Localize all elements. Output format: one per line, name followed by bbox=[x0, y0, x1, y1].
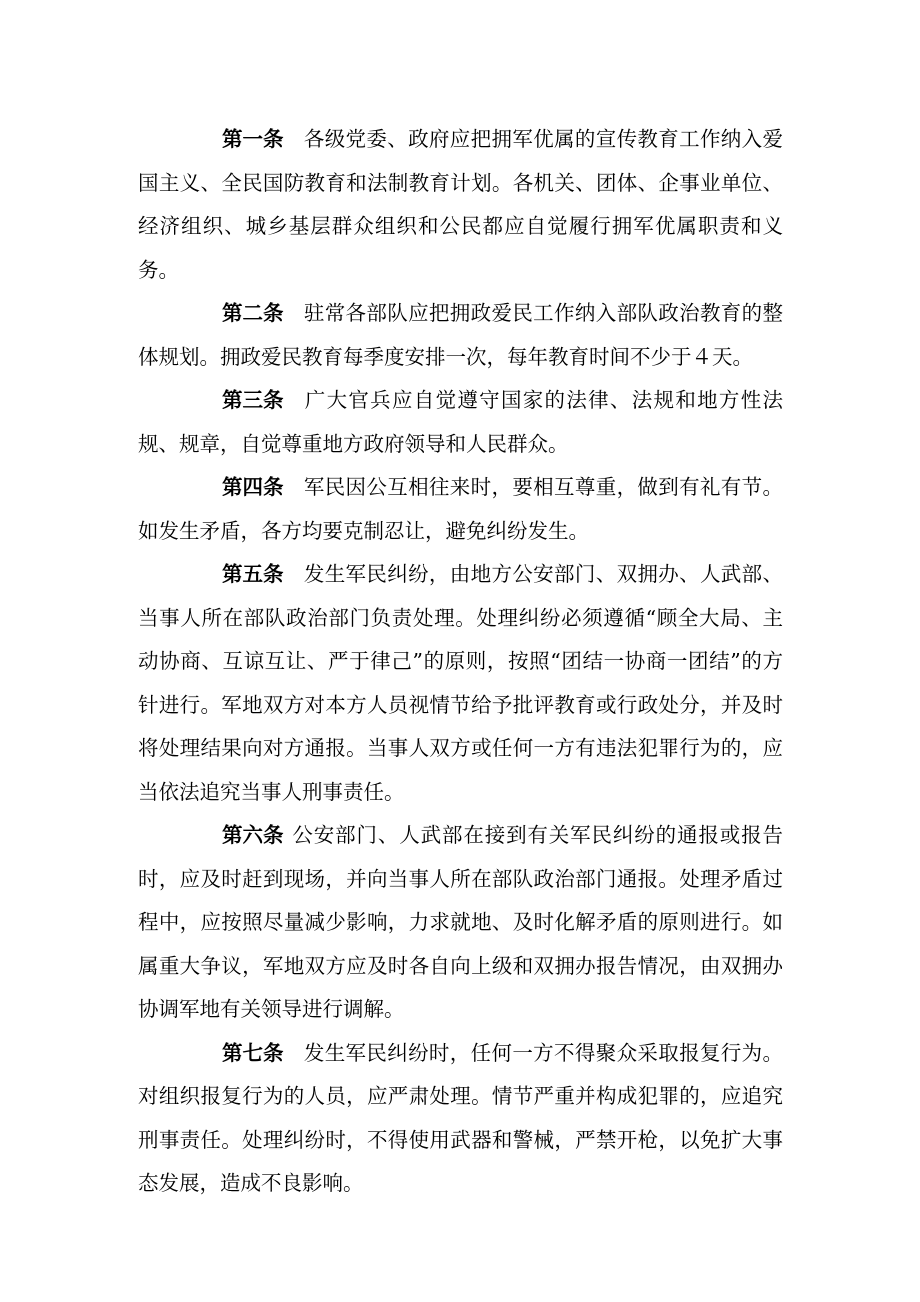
article-title: 第一条 bbox=[222, 127, 284, 151]
article-1 bbox=[138, 118, 783, 292]
article-title: 第三条 bbox=[222, 388, 284, 412]
article-6 bbox=[138, 814, 783, 1032]
article-title: 第二条 bbox=[222, 301, 284, 325]
article-body: 各级党委、政府应把拥军优属的宣传教育工作纳入爱国主义、全民国防教育和法制教育计划。各机关、团体、企事业单位、经济组织、城乡基层群众组织和公民都应自觉履行拥军优属职责和义务。 bbox=[138, 127, 783, 282]
article-body: 军民因公互相往来时，要相互尊重，做到有礼有节。如发生矛盾，各方均要克制忍让，避免纠纷发生。 bbox=[138, 475, 783, 543]
article-2 bbox=[138, 292, 783, 379]
article-4 bbox=[138, 466, 783, 553]
article-7 bbox=[138, 1032, 783, 1206]
article-title: 第七条 bbox=[222, 1040, 284, 1065]
article-5 bbox=[138, 553, 783, 814]
article-body: 发生军民纠纷时，任何一方不得聚众采取报复行为。对组织报复行为的人员，应严肃处理。情节严重并构成犯罪的，应追究刑事责任。处理纠纷时，不得使用武器和警械，严禁开枪，以免扩大事态发展，造成不良影响。 bbox=[138, 1040, 783, 1195]
article-body: 发生军民纠纷，由地方公安部门、双拥办、人武部、当事人所在部队政治部门负责处理。处理纠纷必须遵循“顾全大局、主动协商、互谅互让、严于律己”的原则，按照“团结一协商一团结”的方针进行。军地双方对本方人员视情节给予批评教育或行政处分，并及时将处理结果向对方通报。当事人双方或任何一方有违法犯罪行为的，应当依法追究当事人刑事责任。 bbox=[138, 562, 783, 804]
article-title: 第四条 bbox=[222, 475, 284, 499]
article-title: 第五条 bbox=[222, 562, 284, 586]
article-body: 公安部门、人武部在接到有关军民纠纷的通报或报告时，应及时赶到现场，并向当事人所在部队政治部门通报。处理矛盾过程中，应按照尽量减少影响，力求就地、及时化解矛盾的原则进行。如属重大争议，军地双方应及时各自向上级和双拥办报告情况，由双拥办协调军地有关领导进行调解。 bbox=[138, 823, 783, 1021]
article-body: 广大官兵应自觉遵守国家的法律、法规和地方性法规、规章，自觉尊重地方政府领导和人民群众。 bbox=[138, 388, 783, 456]
article-3 bbox=[138, 379, 783, 466]
document-content bbox=[138, 118, 783, 1206]
article-body: 驻常各部队应把拥政爱民工作纳入部队政治教育的整体规划。拥政爱民教育每季度安排一次，每年教育时间不少于４天。 bbox=[138, 301, 783, 369]
article-title: 第六条 bbox=[222, 823, 284, 847]
